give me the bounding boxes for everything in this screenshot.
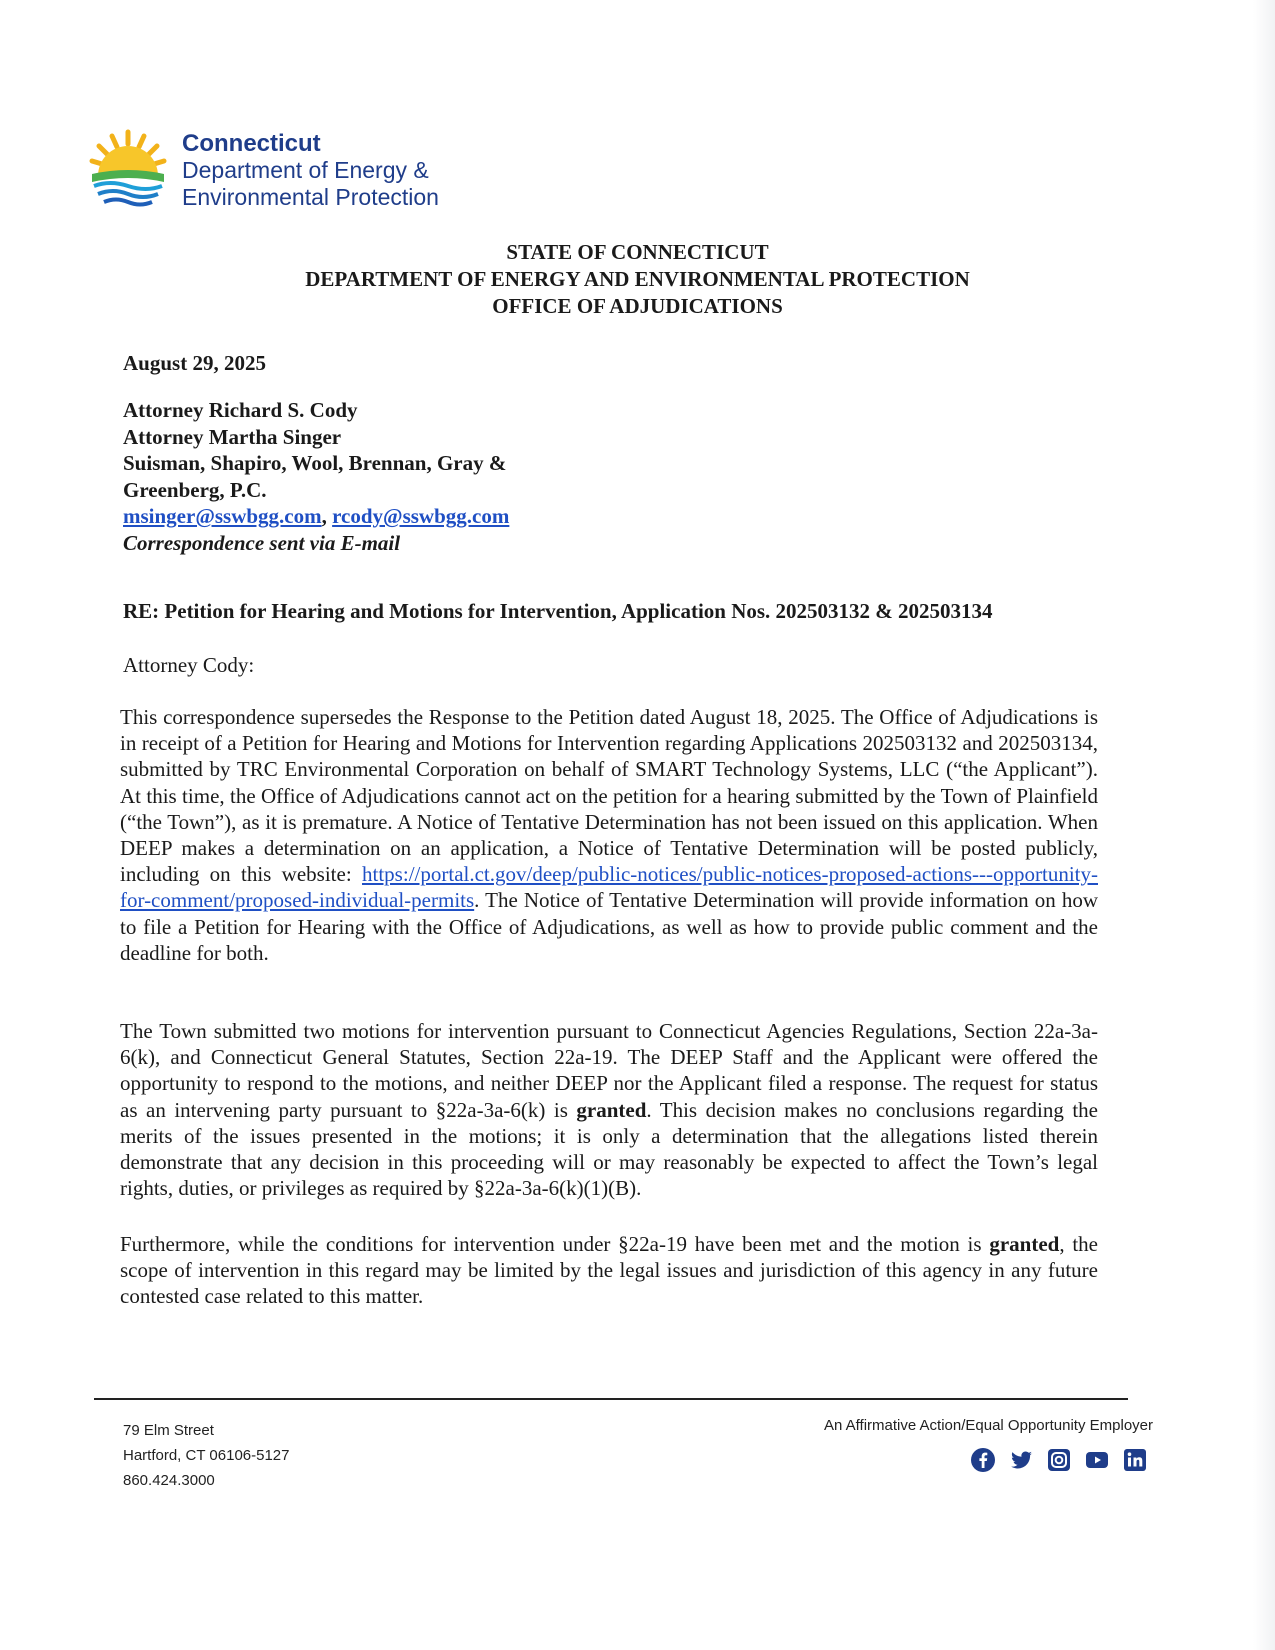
recipient-name-1: Attorney Richard S. Cody (123, 398, 358, 422)
email-link-singer[interactable]: msinger@sswbgg.com (123, 504, 322, 528)
logo-text (182, 130, 439, 211)
linkedin-icon[interactable] (1122, 1447, 1148, 1473)
email-separator: , (321, 504, 333, 528)
footer-rule (94, 1398, 1128, 1400)
paragraph-3-text-a: Furthermore, while the conditions for intervention under §22a-19 have been met and the motion is (120, 1232, 990, 1256)
sun-wave-logo-icon (88, 128, 168, 212)
paragraph-2-text-b: . This decision makes no conclusions regarding the merits of the issues presented in the motions; it is only a determination that the allegations listed therein demonstrate that any decision in this proceeding will or may reasonably be expected to affect the Town’s legal rights, duties, or privileges as required by §22a-3a-6(k)(1)(B). (120, 1097, 1098, 1201)
footer-eoe-statement: An Affirmative Action/Equal Opportunity Employer (823, 1417, 1153, 1434)
paragraph-3-granted: granted (989, 1232, 1060, 1256)
heading-department: DEPARTMENT OF ENERGY AND ENVIRONMENTAL PROTECTION (305, 267, 970, 291)
recipient-block (123, 397, 509, 556)
salutation: Attorney Cody: (123, 653, 255, 677)
email-links (123, 503, 509, 530)
recipient-name-2: Attorney Martha Singer (123, 424, 342, 449)
footer-address (123, 1418, 290, 1493)
twitter-icon[interactable] (1008, 1447, 1034, 1473)
social-icons (970, 1447, 1148, 1477)
heading-office: OFFICE OF ADJUDICATIONS (492, 294, 783, 318)
deep-logo (88, 128, 508, 218)
letter-date: August 29, 2025 (123, 351, 266, 375)
paragraph-2-granted: granted (576, 1097, 647, 1122)
logo-line-2: Department of Energy & (182, 157, 429, 183)
paragraph-1-text-a: This correspondence supersedes the Response to the Petition dated August 18, 2025. The Office of Adjudications is in receipt of a Petition for Hearing and Motions for Intervention regarding Applications 202503132 and 202503134, submitted by TRC Environmental Corporation on behalf of SMART Technology Systems, LLC (“the Applicant”). At this time, the Office of Adjudications cannot act on the petition for a hearing submitted by the Town of Plainfield (“the Town”), as it is premature. A Notice of Tentative Determination has not been issued on this application. When DEEP makes a determination on an application, a Notice of Tentative Determination will be posted publicly, including on this website: (120, 705, 1098, 887)
paragraph-2-text-a: The Town submitted two motions for intervention pursuant to Connecticut Agencies Regulations, Section 22a-3a-6(k), and Connecticut General Statutes, Section 22a-19. The DEEP Staff and the Applicant were offered the opportunity to respond to the motions, and neither DEEP nor the Applicant filed a response. The request for status as an intervening party pursuant to §22a-3a-6(k) is (120, 1019, 1098, 1122)
logo-line-3: Environmental Protection (182, 184, 439, 210)
paragraph-1-text-b: . The Notice of Tentative Determination will provide information on how to file a Petition for Hearing with the Office of Adjudications, as well as how to provide public comment and the deadline for both. (120, 888, 1098, 965)
footer-street: 79 Elm Street (123, 1422, 214, 1439)
facebook-icon[interactable] (970, 1447, 996, 1473)
footer-city: Hartford, CT 06106-5127 (123, 1447, 290, 1464)
paragraph-3 (120, 1231, 1098, 1310)
footer-phone: 860.424.3000 (123, 1472, 215, 1489)
youtube-icon[interactable] (1084, 1447, 1110, 1473)
heading-state: STATE OF CONNECTICUT (506, 240, 769, 264)
re-line: RE: Petition for Hearing and Motions for Intervention, Application Nos. 202503132 & 202503134 (123, 599, 993, 623)
paragraph-1 (120, 704, 1098, 966)
public-notices-link[interactable]: https://portal.ct.gov/deep/public-notices/public-notices-proposed-actions---opportunity-for-comment/proposed-individual-permits (120, 862, 1098, 913)
logo-line-1: Connecticut (182, 130, 321, 157)
paragraph-3-text-b: , the scope of intervention in this regard may be limited by the legal issues and jurisdiction of this agency in any future contested case related to this matter. (120, 1232, 1098, 1309)
instagram-icon[interactable] (1046, 1447, 1072, 1473)
email-link-cody[interactable]: rcody@sswbgg.com (332, 504, 510, 528)
firm-line-1: Suisman, Shapiro, Wool, Brennan, Gray & (123, 451, 507, 475)
delivery-note: Correspondence sent via E-mail (123, 530, 401, 555)
firm-line-2: Greenberg, P.C. (123, 477, 267, 502)
paragraph-2 (120, 1018, 1098, 1201)
